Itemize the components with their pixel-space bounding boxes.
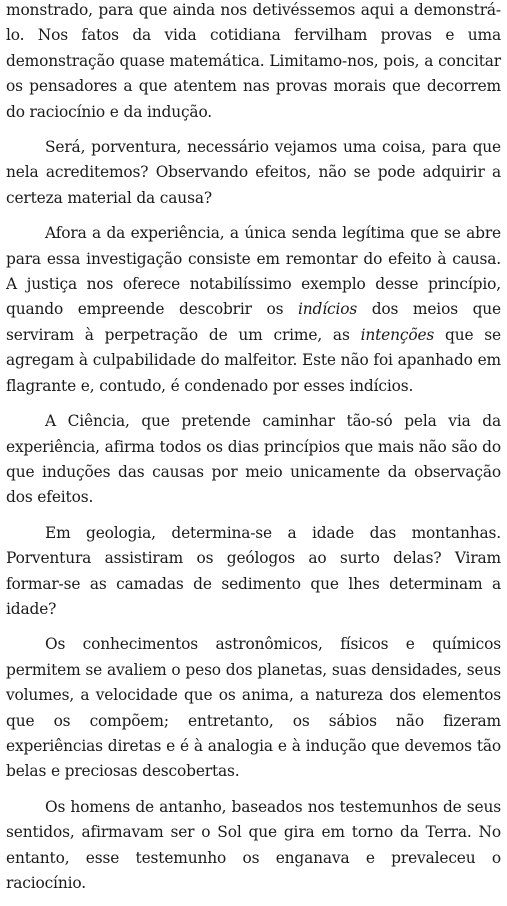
- document-body: [6, 0, 501, 906]
- paragraph-2: [6, 135, 501, 211]
- paragraph-text: A Ciência, que pretende caminhar tão-só pela via da experiência, afirma todos os dias princípios que mais não são do que induções das causas por meio unicamente da observação dos efeitos.: [6, 412, 501, 507]
- paragraph-text: Afora a da experiência, a única senda legítima que se abre para essa investigação consiste em remontar do efeito à causa. A justiça nos oferece notabilíssimo exemplo desse princípio, quando empreende descobrir os: [6, 224, 501, 319]
- paragraph-1: [6, 0, 501, 125]
- italic-term-intencoes: intenções: [360, 325, 435, 344]
- paragraph-text: dos meios que serviram à perpetração de um crime, as: [6, 300, 501, 344]
- paragraph-text: Os conhecimentos astronômicos, físicos e químicos permitem se avaliem o peso dos planetas, suas densidades, seus volumes, a velocidade que os anima, a natureza dos elementos que os compõem; entretanto, os sábios não fizeram experiências diretas e é à analogia e à indução que devemos tão belas e preciosas descobertas.: [6, 635, 501, 781]
- paragraph-7: [6, 795, 501, 897]
- paragraph-text: que se agregam à culpabilidade do malfeitor. Este não foi apanhado em flagrante e, contudo, é condenado por esses indícios.: [6, 325, 501, 395]
- paragraph-6: [6, 632, 501, 784]
- paragraph-text: Em geologia, determina-se a idade das montanhas. Porventura assistiram os geólogos ao surto delas? Viram formar-se as camadas de sedimento que lhes determinam a idade?: [6, 523, 501, 618]
- paragraph-5: [6, 521, 501, 623]
- paragraph-text: Os homens de antanho, baseados nos testemunhos de seus sentidos, afirmavam ser o Sol que gira em torno da Terra. No entanto, esse testemunho os enganava e prevaleceu o raciocínio.: [6, 797, 501, 892]
- italic-term-indicios: indícios: [297, 300, 358, 319]
- paragraph-text: Será, porventura, necessário vejamos uma coisa, para que nela acreditemos? Observando efeitos, não se pode adquirir a certeza material da causa?: [6, 138, 501, 207]
- paragraph-3: [6, 221, 501, 399]
- paragraph-text: monstrado, para que ainda nos detivéssemos aqui a demonstrá-lo. Nos fatos da vida cotidiana fervilham provas e uma demonstração quase matemática. Limitamo-nos, pois, a concitar os pensadores a que atentem nas provas morais que decorrem do raciocínio e da indução.: [6, 1, 501, 121]
- paragraph-4: [6, 409, 501, 511]
